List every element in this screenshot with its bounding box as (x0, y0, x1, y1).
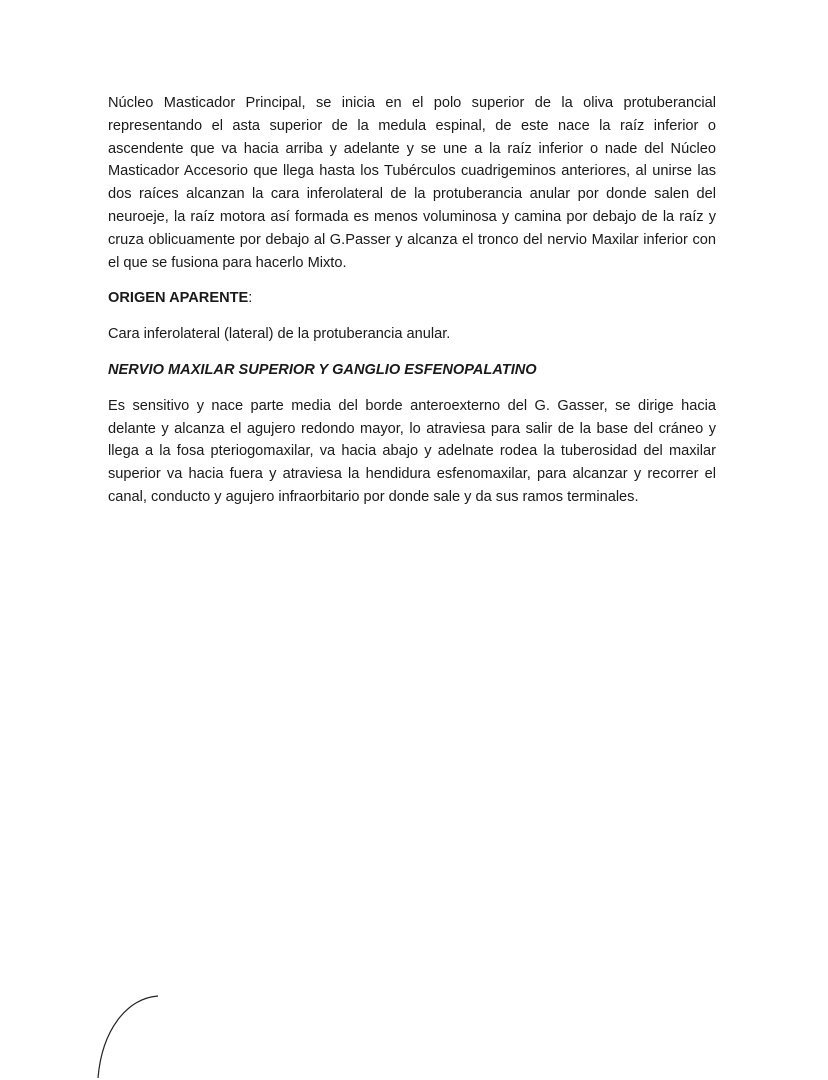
document-page (108, 92, 716, 509)
paragraph-sensitivo: Es sensitivo y nace parte media del borde anteroexterno del G. Gasser, se dirige hacia delante y alcanza el agujero redondo mayor, lo atraviesa para salir de la base del cráneo y llega a la fosa pteriogomaxilar, va hacia abajo y adelnate rodea la tuberosidad del maxilar superior va hacia fuera y atraviesa la hendidura esfenomaxilar, para alcanzar y recorrer el canal, conducto y agujero infraorbitario por donde sale y da sus ramos terminales. (108, 397, 716, 505)
paragraph-cara-inferolateral: Cara inferolateral (lateral) de la protuberancia anular. (108, 326, 451, 343)
heading-origen-text: ORIGEN APARENTE (108, 290, 249, 307)
decorative-corner-arc (92, 990, 172, 1080)
heading-origen-colon: : (248, 290, 253, 307)
paragraph-nucleo-masticador: Núcleo Masticador Principal, se inicia en el polo superior de la oliva protuberancial representando el asta superior de la medula espinal, de este nace la raíz inferior o ascendente que va hacia arriba y adelante y se une a la raíz inferior o nade del Núcleo Masticador Accesorio que llega hasta los Tubérculos cuadrigeminos anteriores, al unirse las dos raíces alcanzan la cara inferolateral de la protuberancia anular por donde salen del neuroeje, la raíz motora así formada es menos voluminosa y camina por debajo de la raíz y cruza oblicuamente por debajo al G.Passer y alcanza el tronco del nervio Maxilar inferior con el que se fusiona para hacerlo Mixto. (108, 95, 716, 271)
heading-origen-aparente (108, 287, 716, 310)
heading-nervio-maxilar: NERVIO MAXILAR SUPERIOR Y GANGLIO ESFENOPALATINO (108, 361, 537, 378)
